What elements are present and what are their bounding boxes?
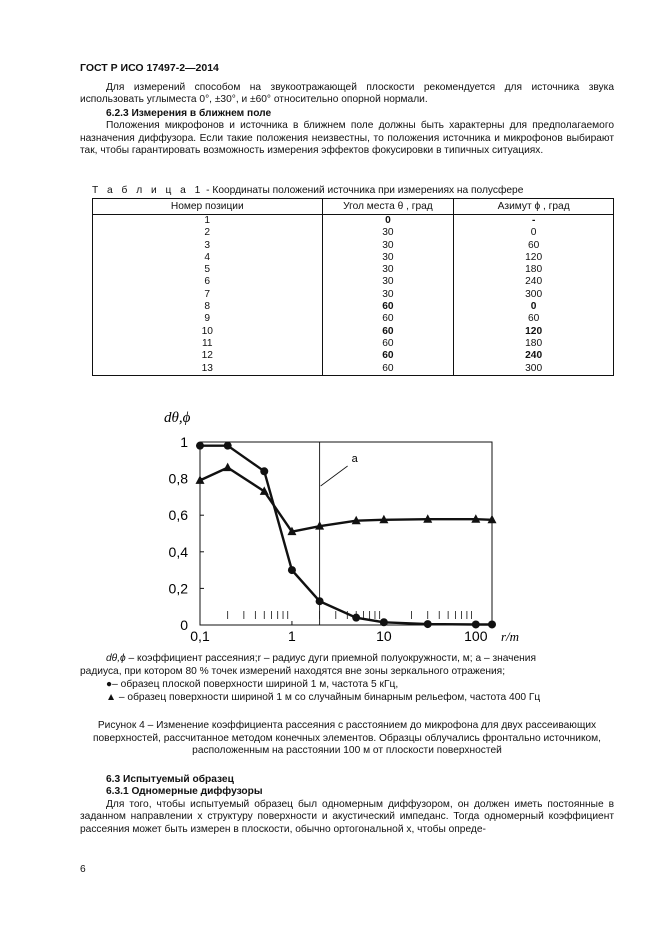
- table-cell: 2: [93, 227, 323, 239]
- circle-marker: [196, 442, 204, 450]
- section-6-2-3: [80, 108, 614, 158]
- x-tick-label: 100: [464, 628, 488, 644]
- table-cell: 30: [322, 289, 454, 301]
- y-tick-label: 0,6: [168, 507, 188, 524]
- x-tick-label: 1: [288, 628, 296, 644]
- y-tick-label: 0: [180, 617, 188, 633]
- table-cell: 0: [322, 215, 454, 228]
- column-header: Угол места θ , град: [322, 199, 454, 215]
- page-number: 6: [80, 864, 86, 875]
- table-cell: 180: [454, 264, 614, 276]
- legend-line-1: dθ,ϕ – коэффициент рассеяния;r – радиус дуги приемной полуокружности, м; a – значения: [106, 653, 536, 664]
- table-cell: 30: [322, 264, 454, 276]
- table-cell: 60: [322, 338, 454, 350]
- intro-paragraph: Для измерений способом на звукоотражающей плоскости рекомендуется для источника звука использовать углыместа 0°, ±30°, и ±60° относительно опорной нормали.: [80, 82, 614, 106]
- y-tick-label: 1: [180, 434, 188, 450]
- y-tick-label: 0,8: [168, 470, 188, 487]
- table-cell: 300: [454, 363, 614, 376]
- table-cell: 9: [93, 313, 323, 325]
- table-row: [93, 326, 614, 338]
- table-row: [93, 313, 614, 325]
- table-cell: 120: [454, 252, 614, 264]
- table-cell: 0: [454, 227, 614, 239]
- table-cell: 300: [454, 289, 614, 301]
- table-cell: 30: [322, 252, 454, 264]
- table-cell: 60: [322, 313, 454, 325]
- table-cell: 60: [322, 326, 454, 338]
- annotation-a: a: [351, 453, 358, 465]
- x-tick-label: 0,1: [190, 628, 210, 644]
- table-cell: 60: [322, 350, 454, 362]
- series-line-triangle: [200, 468, 492, 532]
- annotation-leader: [321, 466, 348, 486]
- table-cell: -: [454, 215, 614, 228]
- table-cell: 240: [454, 350, 614, 362]
- table-cell: 60: [322, 301, 454, 313]
- table-cell: 3: [93, 240, 323, 252]
- table-row: [93, 264, 614, 276]
- table-row: [93, 227, 614, 239]
- section-6-2-3-text: Положения микрофонов и источника в ближнем поле должны быть характерны для предполагаемого назначения диффузора. Если такие положения неизвестны, то положения источника и микрофонов выбирают так, чтобы гарантировать возможность измерения эффектов фокусировки в типичных ситуациях.: [80, 120, 614, 157]
- table-cell: 1: [93, 215, 323, 228]
- table-cell: 8: [93, 301, 323, 313]
- table-row: [93, 252, 614, 264]
- y-axis-label: dθ,ϕ: [164, 410, 191, 426]
- table-cell: 30: [322, 227, 454, 239]
- table-caption: Т а б л и ц а 1 - Координаты положений источника при измерениях на полусфере: [92, 185, 524, 196]
- table-cell: 60: [454, 313, 614, 325]
- table-cell: 180: [454, 338, 614, 350]
- legend-line-3: ●– образец плоской поверхности шириной 1 м, частота 5 кГц,: [106, 679, 399, 690]
- y-tick-label: 0,2: [168, 580, 188, 597]
- section-6-3: [80, 774, 614, 836]
- table-cell: 5: [93, 264, 323, 276]
- legend-line-4: ▲ – образец поверхности шириной 1 м со случайным бинарным рельефом, частота 400 Гц: [106, 692, 541, 703]
- table-cell: 13: [93, 363, 323, 376]
- table-cell: 60: [322, 363, 454, 376]
- x-tick-label: 10: [376, 628, 392, 644]
- column-header: Номер позиции: [93, 199, 323, 215]
- circle-marker: [488, 620, 496, 628]
- document-header: ГОСТ Р ИСО 17497-2—2014: [80, 62, 219, 74]
- table-cell: 7: [93, 289, 323, 301]
- table-row: [93, 338, 614, 350]
- plot-frame: [200, 442, 492, 625]
- section-6-3-title: 6.3 Испытуемый образец: [106, 774, 234, 785]
- table-row: [93, 276, 614, 288]
- table-cell: 12: [93, 350, 323, 362]
- table-cell: 10: [93, 326, 323, 338]
- scattering-chart: [160, 400, 540, 650]
- table-cell: 6: [93, 276, 323, 288]
- section-6-3-1-title: 6.3.1 Одномерные диффузоры: [106, 786, 263, 798]
- circle-marker: [424, 620, 432, 628]
- circle-marker: [316, 597, 324, 605]
- legend-line-2: радиуса, при котором 80 % точек измерений находятся вне зоны зеркального отражения;: [80, 666, 506, 677]
- triangle-marker: [223, 463, 232, 472]
- table-row: [93, 363, 614, 376]
- table-row: [93, 289, 614, 301]
- table-cell: 0: [454, 301, 614, 313]
- table-row: [93, 301, 614, 313]
- table-cell: 4: [93, 252, 323, 264]
- series-line-circle: [200, 446, 492, 625]
- table-cell: 30: [322, 240, 454, 252]
- table-cell: 60: [454, 240, 614, 252]
- table-cell: 11: [93, 338, 323, 350]
- circle-marker: [380, 618, 388, 626]
- table-row: [93, 215, 614, 228]
- table-row: [93, 240, 614, 252]
- section-6-3-1-text: Для того, чтобы испытуемый образец был одномерным диффузором, он должен иметь постоянные в заданном направлении x структуру поверхности и акустический импеданс. Тогда одномерный коэффициент рассеяния может быть измерен в плоскости, обычно ортогональной x, чтобы опреде-: [80, 798, 614, 835]
- coordinates-table: [92, 198, 614, 376]
- table-cell: 30: [322, 276, 454, 288]
- column-header: Азимут ϕ , град: [454, 199, 614, 215]
- circle-marker: [352, 614, 360, 622]
- x-axis-label: r/m: [500, 629, 520, 644]
- y-tick-label: 0,4: [168, 543, 188, 560]
- circle-marker: [224, 442, 232, 450]
- table-cell: 240: [454, 276, 614, 288]
- circle-marker: [260, 467, 268, 475]
- circle-marker: [288, 566, 296, 574]
- figure-legend: [80, 652, 614, 704]
- table-cell: 120: [454, 326, 614, 338]
- section-6-2-3-title: 6.2.3 Измерения в ближнем поле: [106, 108, 272, 119]
- figure-caption: Рисунок 4 – Изменение коэффициента рассеяния с расстоянием до микрофона для двух рассеивающих поверхностей, рассчитанное методом конечных элементов. Образцы облучались фронтально источником, расположенным на расстоянии 100 м от плоскости поверхностей: [92, 720, 602, 757]
- circle-marker: [472, 620, 480, 628]
- table-row: [93, 350, 614, 362]
